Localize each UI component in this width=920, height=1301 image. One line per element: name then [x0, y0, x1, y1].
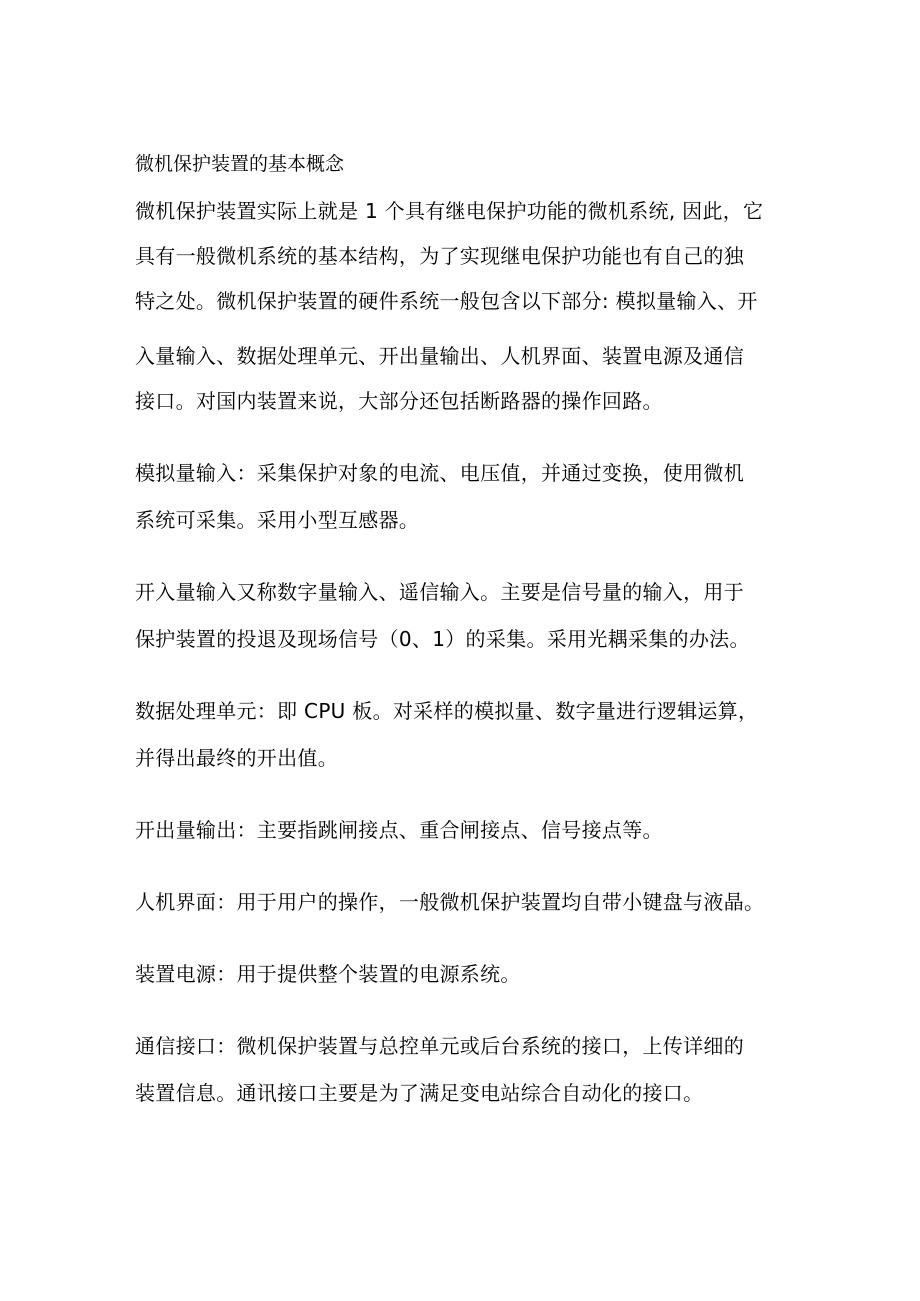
paragraph-line: 系统可采集。采用小型互感器。	[135, 508, 420, 532]
paragraph-line: 装置信息。通讯接口主要是为了满足变电站综合自动化的接口。	[135, 1081, 704, 1105]
paragraph-line: 通信接口：微机保护装置与总控单元或后台系统的接口，上传详细的	[135, 1034, 744, 1058]
paragraph-line: 模拟量输入：采集保护对象的电流、电压值，并通过变换，使用微机	[135, 461, 744, 485]
paragraph-line: 人机界面：用于用户的操作，一般微机保护装置均自带小键盘与液晶。	[135, 890, 765, 914]
paragraph-line: 并得出最终的开出值。	[135, 746, 338, 770]
paragraph-line: 开入量输入又称数字量输入、遥信输入。主要是信号量的输入，用于	[135, 580, 744, 604]
paragraph-line: 具有一般微机系统的基本结构，为了实现继电保护功能也有自己的独	[135, 244, 744, 268]
paragraph-line: 数据处理单元：即 CPU 板。对采样的模拟量、数字量进行逻辑运算，	[135, 699, 759, 723]
paragraph-line: 装置电源：用于提供整个装置的电源系统。	[135, 962, 521, 986]
paragraph-line: 保护装置的投退及现场信号（0、1）的采集。采用光耦采集的办法。	[135, 627, 750, 651]
paragraph-line: 开出量输出：主要指跳闸接点、重合闸接点、信号接点等。	[135, 818, 663, 842]
paragraph-line: 接口。对国内装置来说，大部分还包括断路器的操作回路。	[135, 389, 663, 413]
document-title: 微机保护装置的基本概念	[135, 153, 345, 175]
paragraph-line: 微机保护装置实际上就是 1 个具有继电保护功能的微机系统, 因此，它	[135, 199, 764, 223]
paragraph-line: 特之处。微机保护装置的硬件系统一般包含以下部分: 模拟量输入、开	[135, 289, 758, 313]
paragraph-line: 入量输入、数据处理单元、开出量输出、人机界面、装置电源及通信	[135, 344, 744, 368]
